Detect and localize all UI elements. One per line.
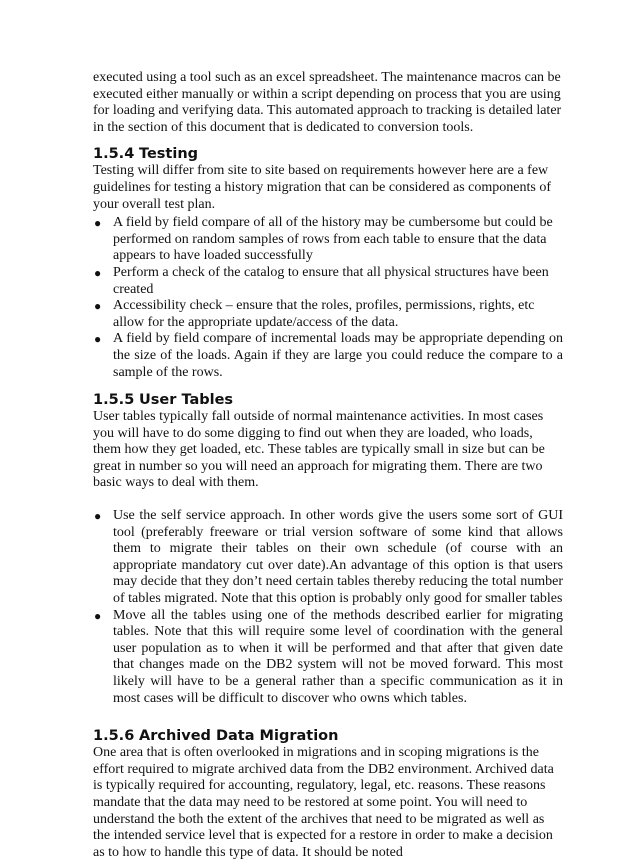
bullet-icon: ● — [94, 332, 102, 347]
section-title: Testing — [139, 146, 199, 163]
section-title: Archived Data Migration — [139, 728, 339, 745]
list-item: ● Perform a check of the catalog to ensure that all physical structures have been created — [94, 264, 549, 297]
list-item: ● Move all the tables using one of the methods described earlier for migrating tables. Note that this will require some level of coordination with the general user population as to when it will be performed and that after that given date that changes made on the DB2 system will not be moved forward. This most likely will have to be a general rather than a specific communication as it in most cases will be difficult to discover who owns which tables. — [94, 607, 563, 706]
user-tables-bullet-list — [93, 508, 563, 707]
bullet-icon: ● — [94, 265, 102, 280]
section-heading-testing — [93, 145, 563, 163]
section-heading-archived-data — [93, 727, 563, 745]
document-page — [93, 70, 563, 861]
intro-paragraph: executed using a tool such as an excel spreadsheet. The maintenance macros can be executed either manually or within a script depending on process that you are using for loading and verifying data. This automated approach to tracking is detailed later in the section of this document that is dedicated to conversion tools. — [93, 70, 562, 135]
list-item: ● A field by field compare of all of the history may be cumbersome but could be performed on random samples of rows from each table to ensure that the data appears to have loaded successfully — [94, 215, 553, 264]
bullet-icon: ● — [94, 509, 102, 524]
section-number: 1.5.6 — [93, 728, 135, 745]
bullet-icon: ● — [94, 608, 102, 623]
testing-bullet-list — [93, 215, 563, 381]
archived-data-paragraph: One area that is often overlooked in migrations and in scoping migrations is the effort required to migrate archived data from the DB2 environment. Archived data is typically required for accounting, regulatory, legal, etc. reasons. These reasons mandate that the data may need to be restored at some point. You will need to understand the both the extent of the archives that need to be migrated as well as the intended service level that is expected for a restore in order to make a decision as to how to handle this type of data. It should be noted — [93, 745, 554, 860]
user-tables-paragraph: User tables typically fall outside of normal maintenance activities. In most cases you will have to do some digging to find out when they are loaded, who loads, them how they get loaded, etc. These tables are typically small in size but can be great in number so you will need an approach for migrating them. There are two basic ways to deal with them. — [93, 409, 545, 491]
section-number: 1.5.4 — [93, 146, 135, 163]
section-title: User Tables — [139, 392, 234, 409]
section-number: 1.5.5 — [93, 392, 135, 409]
list-item: ● Accessibility check – ensure that the roles, profiles, permissions, rights, etc allow for the appropriate update/access of the data. — [94, 298, 535, 330]
bullet-icon: ● — [94, 299, 102, 314]
bullet-icon: ● — [94, 216, 102, 231]
list-item: ● A field by field compare of incremental loads may be appropriate depending on the size of the loads. Again if they are large you could reduce the compare to a sample of the rows. — [94, 331, 563, 380]
list-item: ● Use the self service approach. In other words give the users some sort of GUI tool (preferably freeware or trial version software of some kind that allows them to migrate their tables on their own schedule (of course with an appropriate mandatory cut over date).An advantage of this option is that users may decide that they don’t need certain tables thereby reducing the total number of tables migrated. Note that this option is probably only good for smaller tables — [94, 508, 563, 607]
section-heading-user-tables — [93, 391, 563, 409]
testing-paragraph: Testing will differ from site to site based on requirements however here are a few guidelines for testing a history migration that can be considered as components of your overall test plan. — [93, 163, 551, 212]
